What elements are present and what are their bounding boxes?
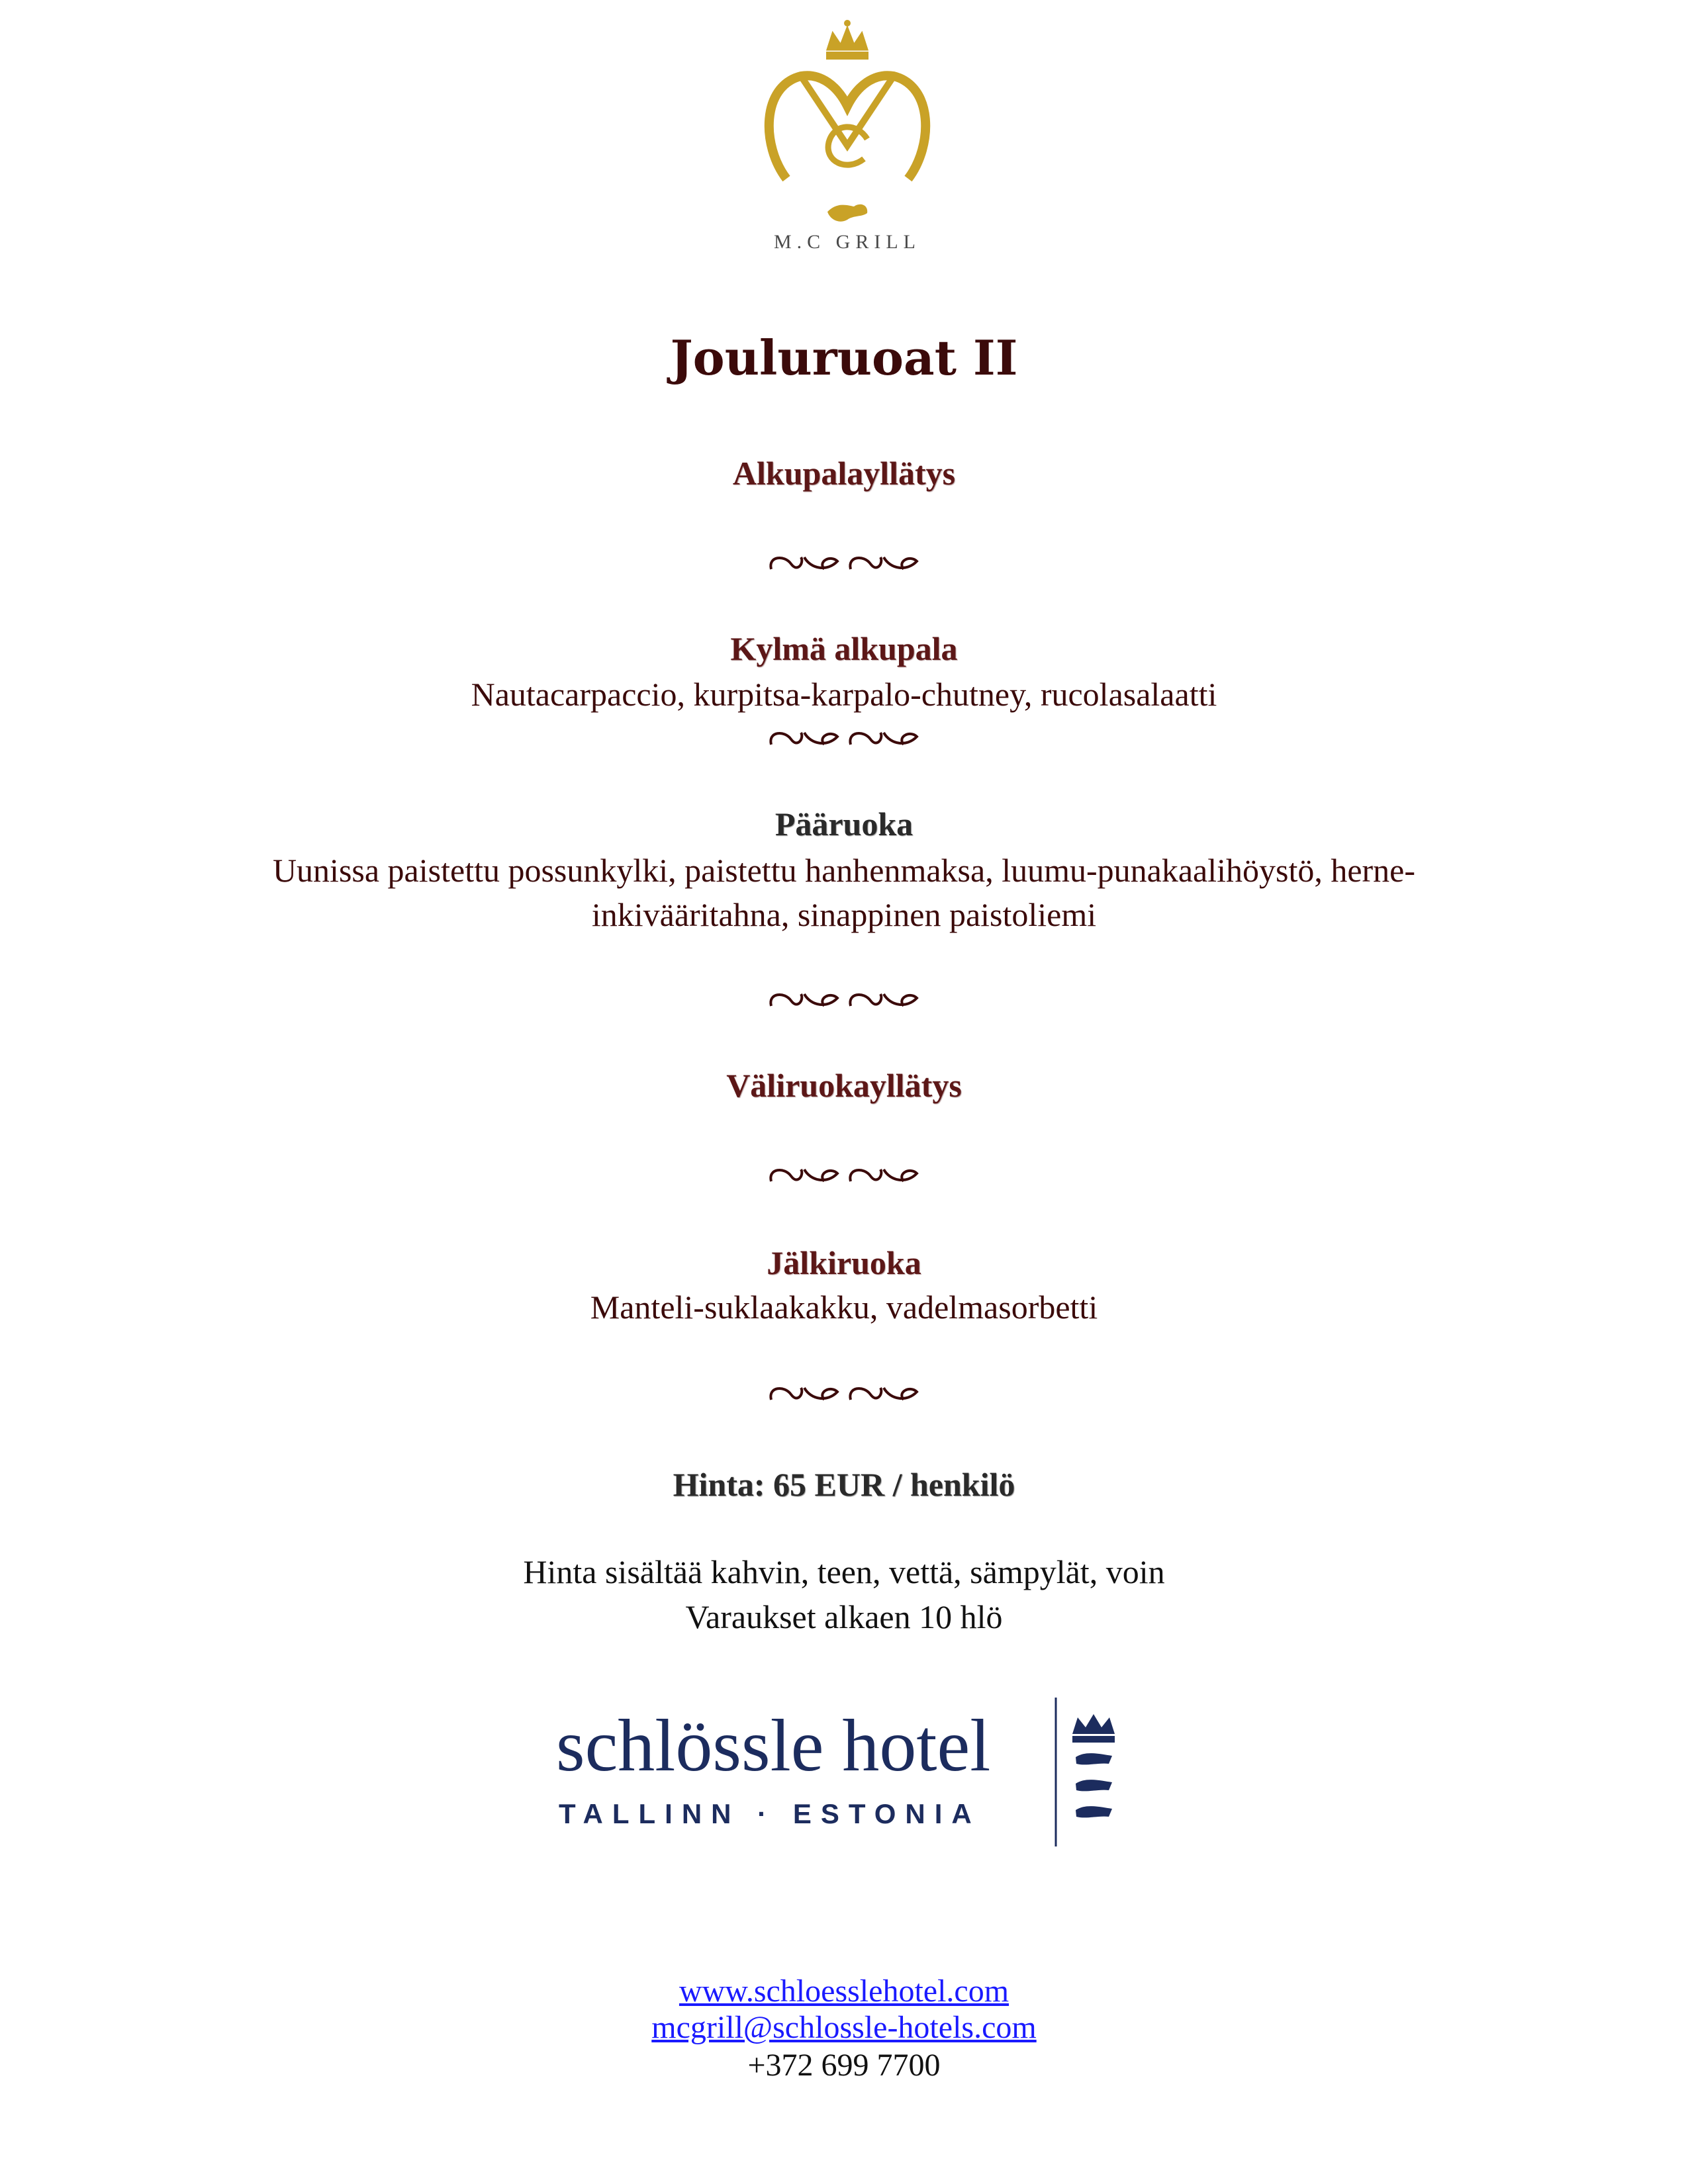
section-heading-dessert: Jälkiruoka xyxy=(767,1244,921,1281)
price-includes: Hinta sisältää kahvin, teen, vettä, sämpylät, voin xyxy=(523,1553,1165,1590)
crown-lions-crest-icon xyxy=(1072,1714,1115,1817)
ornament-divider-icon xyxy=(0,1380,1688,1406)
phone-number: +372 699 7700 xyxy=(747,2048,941,2083)
section-description-main-course-line1: Uunissa paistettu possunkylki, paistettu hanhenmaksa, luumu-punakaalihöystö, herne- xyxy=(272,852,1416,889)
hotel-name: schlössle hotel xyxy=(556,1705,991,1787)
email-link[interactable]: mcgrill@schlossle-hotels.com xyxy=(651,2010,1037,2045)
schlossle-hotel-logo xyxy=(556,1698,1139,1850)
section-description-main-course-line2: inkivääritahna, sinappinen paistoliemi xyxy=(591,896,1097,933)
price: Hinta: 65 EUR / henkilö xyxy=(673,1466,1015,1503)
section-heading-main-course: Pääruoka xyxy=(774,805,914,842)
section-description-cold-starter: Nautacarpaccio, kurpitsa-karpalo-chutney, rucolasalaatti xyxy=(471,676,1217,713)
section-description-dessert: Manteli-suklaakakku, vadelmasorbetti xyxy=(590,1289,1098,1326)
hotel-location: TALLINN · ESTONIA xyxy=(559,1798,981,1829)
mc-grill-logo xyxy=(748,13,947,251)
ornament-divider-icon xyxy=(0,986,1688,1013)
website-link[interactable]: www.schloesslehotel.com xyxy=(679,1974,1009,2009)
ornament-divider-icon xyxy=(0,549,1688,576)
section-heading-starter-surprise: Alkupalayllätys xyxy=(732,455,956,492)
logo-text: M.C GRILL xyxy=(774,231,921,251)
mc-crown-monogram-icon xyxy=(769,20,925,222)
minimum-booking: Varaukset alkaen 10 hlö xyxy=(685,1598,1003,1635)
section-heading-cold-starter: Kylmä alkupala xyxy=(730,630,958,667)
ornament-divider-icon xyxy=(0,1161,1688,1188)
section-heading-intermediate-surprise: Väliruokayllätys xyxy=(726,1067,962,1104)
page-title: Jouluruoat II xyxy=(670,330,1018,386)
ornament-divider-icon xyxy=(0,725,1688,751)
